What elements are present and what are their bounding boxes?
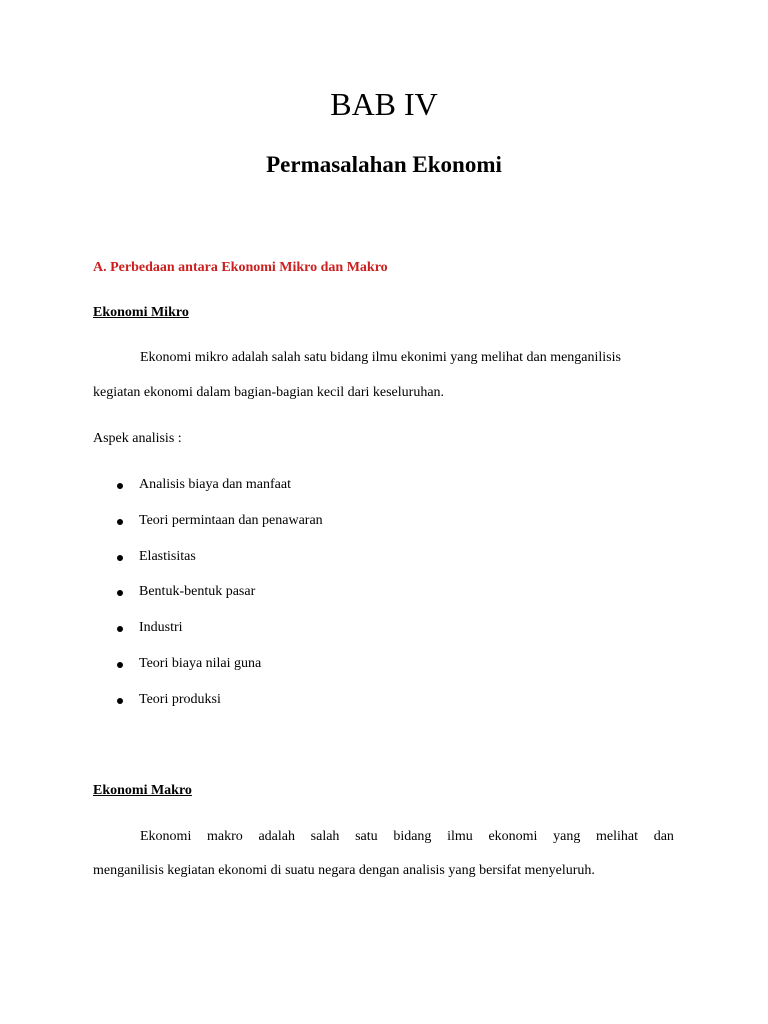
- paragraph-word: melihat: [596, 829, 639, 844]
- paragraph-word: ilmu: [447, 829, 473, 844]
- list-item-text: Elastisitas: [139, 548, 196, 564]
- bullet-icon: [117, 662, 123, 668]
- bullet-icon: [117, 519, 123, 525]
- paragraph-word: makro: [207, 829, 243, 844]
- paragraph-word: bidang: [393, 829, 432, 844]
- list-item-text: Analisis biaya dan manfaat: [139, 477, 292, 492]
- chapter-subtitle: Permasalahan Ekonomi: [266, 152, 502, 177]
- bullet-icon: [117, 590, 123, 596]
- makro-paragraph-line-2: menganilisis kegiatan ekonomi di suatu negara dengan analisis yang bersifat menyeluruh.: [93, 863, 595, 878]
- paragraph-word: Ekonomi: [140, 829, 192, 844]
- paragraph-word: dan: [653, 829, 674, 844]
- paragraph-word: ekonomi: [488, 829, 538, 844]
- paragraph-word: salah: [310, 829, 340, 844]
- list-item-text: Teori biaya nilai guna: [139, 655, 262, 671]
- makro-heading: Ekonomi Makro: [93, 783, 192, 798]
- mikro-paragraph-line-2: kegiatan ekonomi dalam bagian-bagian kecil dari keseluruhan.: [93, 385, 445, 400]
- list-item-text: Bentuk-bentuk pasar: [139, 584, 256, 600]
- list-item-text: Teori produksi: [139, 691, 221, 707]
- makro-paragraph-line-1: [140, 827, 674, 847]
- bullet-icon: [117, 698, 123, 704]
- paragraph-word: satu: [355, 829, 378, 844]
- list-item-text: Teori permintaan dan penawaran: [139, 512, 323, 528]
- chapter-title: BAB IV: [330, 86, 438, 122]
- aspek-analisis-label: Aspek analisis :: [93, 431, 182, 446]
- mikro-heading: Ekonomi Mikro: [93, 305, 189, 320]
- list-item-text: Industri: [139, 620, 183, 636]
- mikro-paragraph-line-1: Ekonomi mikro adalah salah satu bidang ilmu ekonimi yang melihat dan menganilisis: [140, 350, 621, 365]
- bullet-icon: [117, 555, 123, 561]
- paragraph-word: adalah: [258, 829, 295, 844]
- bullet-icon: [117, 483, 123, 489]
- bullet-icon: [117, 626, 123, 632]
- section-heading: A. Perbedaan antara Ekonomi Mikro dan Makro: [93, 260, 388, 275]
- paragraph-word: yang: [553, 829, 581, 844]
